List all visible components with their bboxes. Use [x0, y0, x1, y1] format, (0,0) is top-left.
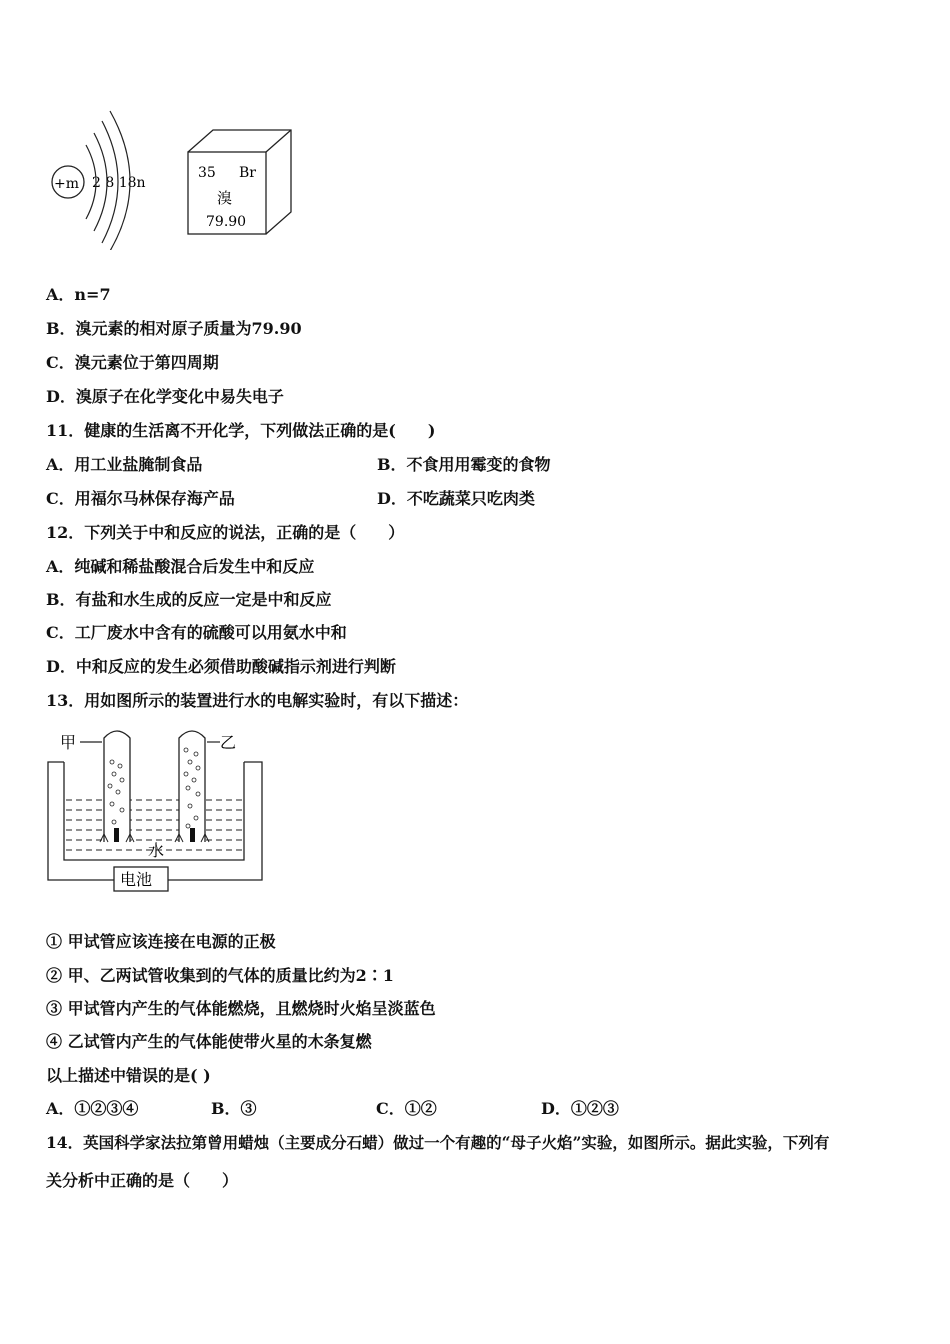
- q13-option-c: C．①②: [376, 1099, 437, 1118]
- q11-option-b: B．不食用用霉变的食物: [377, 455, 551, 474]
- element-mass: 79.90: [206, 214, 247, 230]
- q10-option-b: B．溴元素的相对原子质量为79.90: [46, 319, 302, 338]
- q11-option-a: A．用工业盐腌制食品: [46, 455, 203, 474]
- label-jia: 甲: [60, 733, 77, 752]
- label-water: 水: [148, 841, 165, 860]
- q14-stem-line1: 14．英国科学家法拉第曾用蜡烛（主要成分石蜡）做过一个有趣的“母子火焰”实验，如图所示。据此实验，下列有: [46, 1133, 830, 1152]
- q12-option-a: A．纯碱和稀盐酸混合后发生中和反应: [46, 557, 315, 576]
- label-yi: 乙: [220, 733, 237, 752]
- q10-option-a: A．n=7: [46, 285, 111, 304]
- q14-stem-line2: 关分析中正确的是（ ）: [46, 1171, 239, 1190]
- electrolysis-figure: [44, 722, 269, 892]
- q13-option-d: D．①②③: [541, 1099, 619, 1118]
- q13-question: 以上描述中错误的是( ): [46, 1066, 211, 1085]
- q13-stem: 13．用如图所示的装置进行水的电解实验时，有以下描述：: [46, 691, 469, 710]
- q10-option-d: D．溴原子在化学变化中易失电子: [46, 387, 284, 406]
- label-battery: 电池: [120, 870, 153, 889]
- atom-shells-label: 2 8 18n: [92, 175, 146, 191]
- element-number: 35: [198, 165, 216, 181]
- q12-stem: 12．下列关于中和反应的说法，正确的是（ ）: [46, 523, 405, 542]
- q13-statement-1: ① 甲试管应该连接在电源的正极: [46, 932, 276, 951]
- element-name: 溴: [217, 189, 233, 207]
- q13-statement-3: ③ 甲试管内产生的气体能燃烧，且燃烧时火焰呈淡蓝色: [46, 999, 436, 1018]
- q13-statement-2: ② 甲、乙两试管收集到的气体的质量比约为2∶1: [46, 966, 394, 985]
- atom-nucleus-label: +m: [54, 176, 80, 192]
- q12-option-c: C．工厂废水中含有的硫酸可以用氨水中和: [46, 623, 347, 642]
- q12-option-d: D．中和反应的发生必须借助酸碱指示剂进行判断: [46, 657, 396, 676]
- q11-option-c: C．用福尔马林保存海产品: [46, 489, 235, 508]
- element-symbol: Br: [239, 165, 256, 181]
- q13-statement-4: ④ 乙试管内产生的气体能使带火星的木条复燃: [46, 1032, 372, 1051]
- q12-option-b: B．有盐和水生成的反应一定是中和反应: [46, 590, 332, 609]
- q10-option-c: C．溴元素位于第四周期: [46, 353, 219, 372]
- q11-stem: 11．健康的生活离不开化学，下列做法正确的是( ): [46, 421, 436, 440]
- q13-option-b: B．③: [211, 1099, 257, 1118]
- q11-option-d: D．不吃蔬菜只吃肉类: [377, 489, 535, 508]
- q13-option-a: A．①②③④: [46, 1099, 139, 1118]
- bromine-figure: [46, 105, 306, 250]
